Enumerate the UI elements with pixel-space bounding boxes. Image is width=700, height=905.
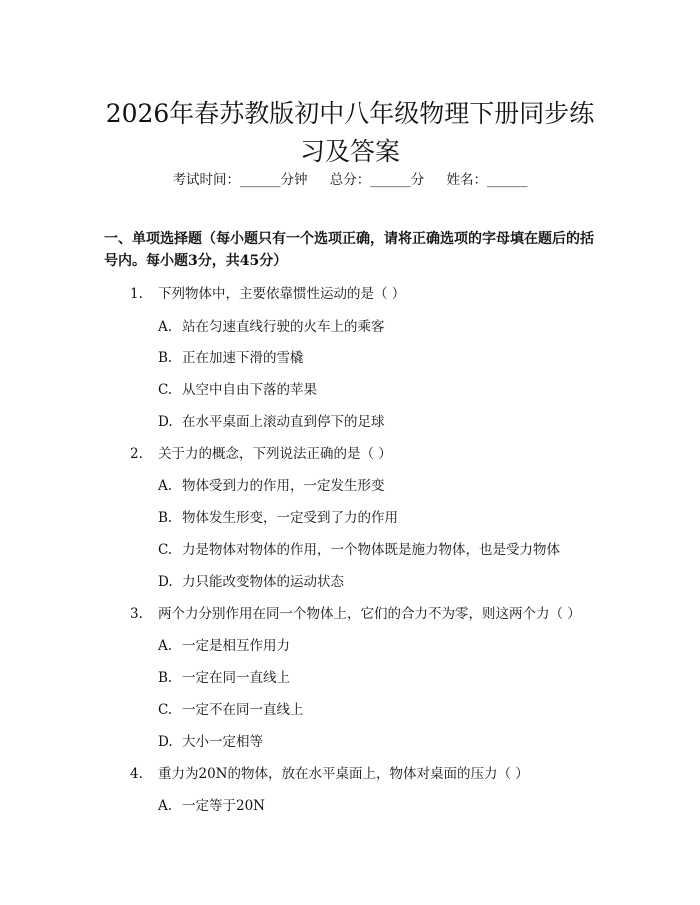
- option-text: 力是物体对物体的作用，一个物体既是施力物体，也是受力物体: [182, 542, 560, 558]
- option-2b: [158, 506, 398, 526]
- option-text: 一定等于20N: [182, 798, 265, 814]
- question-number: 3.: [130, 606, 143, 622]
- option-text: 从空中自由下落的苹果: [182, 382, 317, 398]
- option-letter: A.: [158, 478, 173, 494]
- title-line-2: 习及答案: [299, 136, 400, 166]
- option-3c: [158, 698, 304, 718]
- exam-meta: [0, 168, 700, 188]
- question-number: 2.: [130, 446, 143, 462]
- option-2c: [158, 538, 560, 558]
- option-letter: A.: [158, 798, 173, 814]
- option-2a: [158, 474, 385, 494]
- option-letter: D.: [158, 734, 173, 750]
- question-text: 重力为20N的物体，放在水平桌面上，物体对桌面的压力（ ）: [158, 766, 529, 782]
- option-1b: [158, 346, 304, 366]
- question-number: 4.: [130, 766, 143, 782]
- page-title: [80, 95, 620, 171]
- option-3a: [158, 634, 290, 654]
- option-letter: D.: [158, 574, 173, 590]
- question-2: [130, 442, 392, 462]
- option-text: 大小一定相等: [182, 734, 263, 750]
- question-1: [130, 282, 405, 302]
- option-text: 力只能改变物体的运动状态: [182, 574, 344, 590]
- option-1c: [158, 378, 317, 398]
- option-2d: [158, 570, 344, 590]
- question-3: [130, 602, 581, 622]
- question-text: 下列物体中，主要依靠惯性运动的是（ ）: [158, 286, 406, 302]
- option-1d: [158, 410, 385, 430]
- option-text: 正在加速下滑的雪橇: [182, 350, 304, 366]
- option-letter: C.: [158, 702, 173, 718]
- option-text: 一定是相互作用力: [182, 638, 290, 654]
- option-letter: A.: [158, 319, 173, 335]
- option-letter: D.: [158, 414, 173, 430]
- question-text: 两个力分别作用在同一个物体上，它们的合力不为零，则这两个力（ ）: [158, 606, 581, 622]
- option-3d: [158, 730, 263, 750]
- question-number: 1.: [130, 286, 143, 302]
- total-score: 总分：______分: [329, 172, 425, 188]
- option-text: 站在匀速直线行驶的火车上的乘客: [182, 319, 385, 335]
- title-line-1: 2026年春苏教版初中八年级物理下册同步练: [105, 98, 595, 128]
- option-text: 物体发生形变，一定受到了力的作用: [182, 510, 398, 526]
- option-letter: B.: [158, 510, 173, 526]
- option-3b: [158, 666, 290, 686]
- option-text: 在水平桌面上滚动直到停下的足球: [182, 414, 385, 430]
- option-text: 一定在同一直线上: [182, 670, 290, 686]
- student-name: 姓名：______: [446, 172, 528, 188]
- question-4: [130, 762, 529, 782]
- option-letter: B.: [158, 670, 173, 686]
- option-letter: A.: [158, 638, 173, 654]
- question-text: 关于力的概念，下列说法正确的是（ ）: [158, 446, 392, 462]
- option-letter: B.: [158, 350, 173, 366]
- option-text: 物体受到力的作用，一定发生形变: [182, 478, 385, 494]
- option-letter: C.: [158, 542, 173, 558]
- exam-time: 考试时间：______分钟: [172, 172, 308, 188]
- option-1a: [158, 315, 385, 335]
- section-heading: 一、单项选择题（每小题只有一个选项正确，请将正确选项的字母填在题后的括号内。每小题3分，共45分）: [104, 231, 594, 269]
- option-text: 一定不在同一直线上: [182, 702, 304, 718]
- option-4a: [158, 794, 265, 814]
- option-letter: C.: [158, 382, 173, 398]
